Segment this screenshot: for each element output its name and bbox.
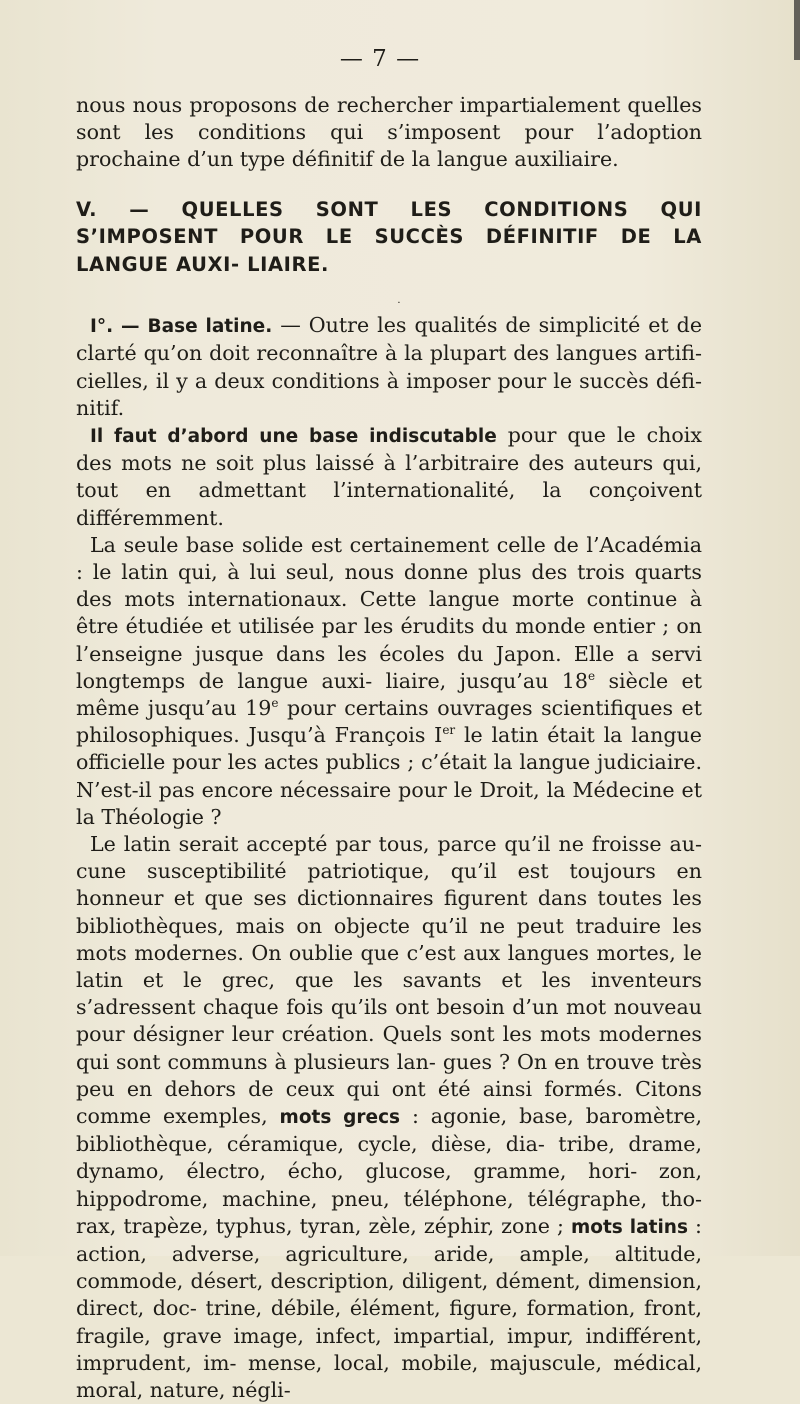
paragraph-text: le latin était la langue officielle pour les actes publics ; c’était la langue judiciaire. N’est-il pas encore nécessaire pour le Droit, la Médecine et la Théologie ?	[76, 723, 702, 829]
paragraph-text: siècle et même jusqu’au 19	[76, 668, 702, 720]
intro-paragraph: nous nous proposons de rechercher impartialement quelles sont les conditions qui s’imposent pour l’adoption prochaine d’un type définitif de la langue auxiliaire.	[76, 93, 702, 172]
paragraph-base	[76, 422, 702, 532]
paragraph-text: : agonie, base, baromètre, bibliothèque, céramique, cycle, dièse, dia- tribe, drame, dynamo, électro, écho, glucose, gramme, hori- zon, hippodrome, machine, pneu, téléphone, télégraphe, tho- rax, trapèze, typhus, tyran, zèle, zéphir, zone ;	[76, 1104, 703, 1238]
subsection-paragraph	[76, 312, 702, 422]
paragraph-text: La seule base solide est certainement celle de l’Académia : le latin qui, à lui seul, nous donne plus des trois quarts des mots internationaux. Cette langue morte continue à être étudiée et utilisée par les érudits du monde entier ; on l’enseigne jusque dans les écoles du Japon. Elle a servi longtemps de langue auxi- liaire, jusqu’au 18	[76, 532, 702, 693]
paragraph-latin	[76, 532, 702, 831]
subsection-title: Base latine.	[147, 316, 273, 338]
paragraph-text: pour certains ouvrages scientifiques et philosophiques. Jusqu’à François I	[76, 695, 703, 748]
decorative-dot: ·	[397, 298, 401, 310]
paragraph-text: : action, adverse, agriculture, aride, ample, altitude, commode, désert, description, diligent, dément, dimension, direct, doc- trine, débile, élément, figure, formation, front, fragile, grave image, infect, impartial, impur, indifférent, imprudent, im- mense, local, mobile, majuscule, médical, moral, nature, négli-	[76, 1213, 702, 1403]
subsection-number: I°. —	[90, 316, 140, 338]
page-number: — 7 —	[339, 46, 421, 72]
section-heading: V. — QUELLES SONT LES CONDITIONS QUI S’IMPOSENT POUR LE SUCCÈS DÉFINITIF DE LA LANGUE AUXI- LIAIRE.	[76, 197, 702, 276]
paragraph-text: Le latin serait accepté par tous, parce qu’il ne froisse au- cune susceptibilité patriotique, qu’il est toujours en honneur et que ses dictionnaires figurent dans toutes les bibliothèques, mais on objecte qu’il ne peut traduire les mots modernes. On oublie que c’est aux langues mortes, le latin et le grec, que les savants et les inventeurs s’adressent chaque fois qu’ils ont besoin d’un mot nouveau pour désigner leur création. Quels sont les mots modernes qui sont communs à plusieurs lan- gues ? On en trouve très peu en dehors de ceux qui ont été ainsi formés. Citons comme exemples,	[76, 831, 702, 1128]
superscript: e	[271, 696, 279, 711]
page-content	[76, 92, 702, 1404]
bold-term-latin: mots latins	[570, 1216, 688, 1238]
bold-term-greek: mots grecs	[279, 1107, 401, 1128]
superscript: e	[587, 668, 596, 683]
paragraph-text: pour que le choix des mots ne soit plus laissé à l’arbitraire des auteurs qui, tout en admettant l’internationalité, la conçoivent différemment.	[76, 422, 702, 530]
paragraph-lead: Il faut d’abord une base indiscutable	[90, 425, 497, 447]
subsection-text: — Outre les qualités de simplicité et de clarté qu’on doit reconnaître à la plupart des langues artifi- cielles, il y a deux conditions à imposer pour le succès défi- nitif.	[76, 313, 703, 420]
paragraph-examples	[76, 831, 702, 1404]
page-edge-mark	[794, 0, 800, 60]
superscript: er	[442, 723, 456, 738]
